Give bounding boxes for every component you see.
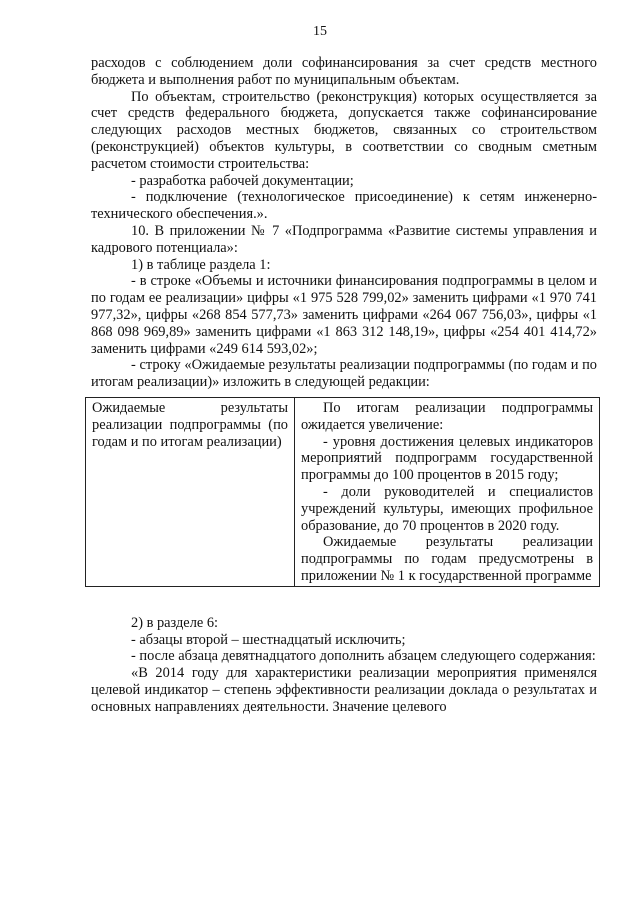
table-cell-value <box>295 397 600 586</box>
paragraph: 2) в разделе 6: <box>131 614 219 631</box>
paragraph: расходов с соблюдением доли софинансирования за счет средств местного бюджета и выполнения работ по муниципальным объектам. <box>91 55 597 88</box>
cell-text: - доли руководителей и специалистов учреждений культуры, имеющих профильное образование, до 70 процентов в 2020 году. <box>301 483 593 534</box>
cell-text: - уровня достижения целевых индикаторов мероприятий подпрограмм государственной программы до 100 процентов в 2015 году; <box>301 433 593 484</box>
list-item: - абзацы второй – шестнадцатый исключить; <box>131 631 406 648</box>
list-item: - после абзаца девятнадцатого дополнить абзацем следующего содержания: <box>131 648 596 665</box>
page-number: 15 <box>313 24 327 39</box>
list-item: - разработка рабочей документации; <box>131 172 354 189</box>
amendment-table <box>85 397 600 587</box>
cell-text: Ожидаемые результаты реализации подпрограммы (по годам и по итогам реализации) <box>92 399 288 450</box>
paragraph: 10. В приложении № 7 «Подпрограмма «Развитие системы управления и кадрового потенциала»: <box>91 222 597 256</box>
paragraph: «В 2014 году для характеристики реализации мероприятия применялся целевой индикатор – степень эффективности реализации доклада о результатах и основных направлениях деятельности. Значение целевого <box>91 665 597 715</box>
cell-text: По итогам реализации подпрограммы ожидается увеличение: <box>301 399 593 433</box>
table-row <box>86 397 600 586</box>
cell-text: Ожидаемые результаты реализации подпрограммы по годам предусмотрены в приложении № 1 к государственной программе <box>301 534 593 584</box>
document-body <box>91 55 597 715</box>
paragraph: По объектам, строительство (реконструкция) которых осуществляется за счет средств федерального бюджета, допускается также софинансирование следующих расходов местных бюджетов, связанных со строительством (реконструкцией) объектов культуры, в соответствии со сводным сметным расчетом стоимости строительства: <box>91 88 597 172</box>
list-item: - в строке «Объемы и источники финансирования подпрограммы в целом и по годам ее реализации» цифры «1 975 528 799,02» заменить цифрами «1 970 741 977,32», цифры «268 854 577,73» заменить цифрами «264 067 756,03», цифры «1 868 098 969,89» заменить цифрами «1 863 312 148,19», цифры «254 401 414,72» заменить цифрами «249 614 593,02»; <box>91 273 597 357</box>
list-item: - строку «Ожидаемые результаты реализации подпрограммы (по годам и по итогам реализации)» изложить в следующей редакции: <box>91 357 597 391</box>
list-item: - подключение (технологическое присоединение) к сетям инженерно-технического обеспечения.». <box>91 189 597 223</box>
table-cell-label <box>86 397 295 586</box>
paragraph: 1) в таблице раздела 1: <box>131 256 271 273</box>
